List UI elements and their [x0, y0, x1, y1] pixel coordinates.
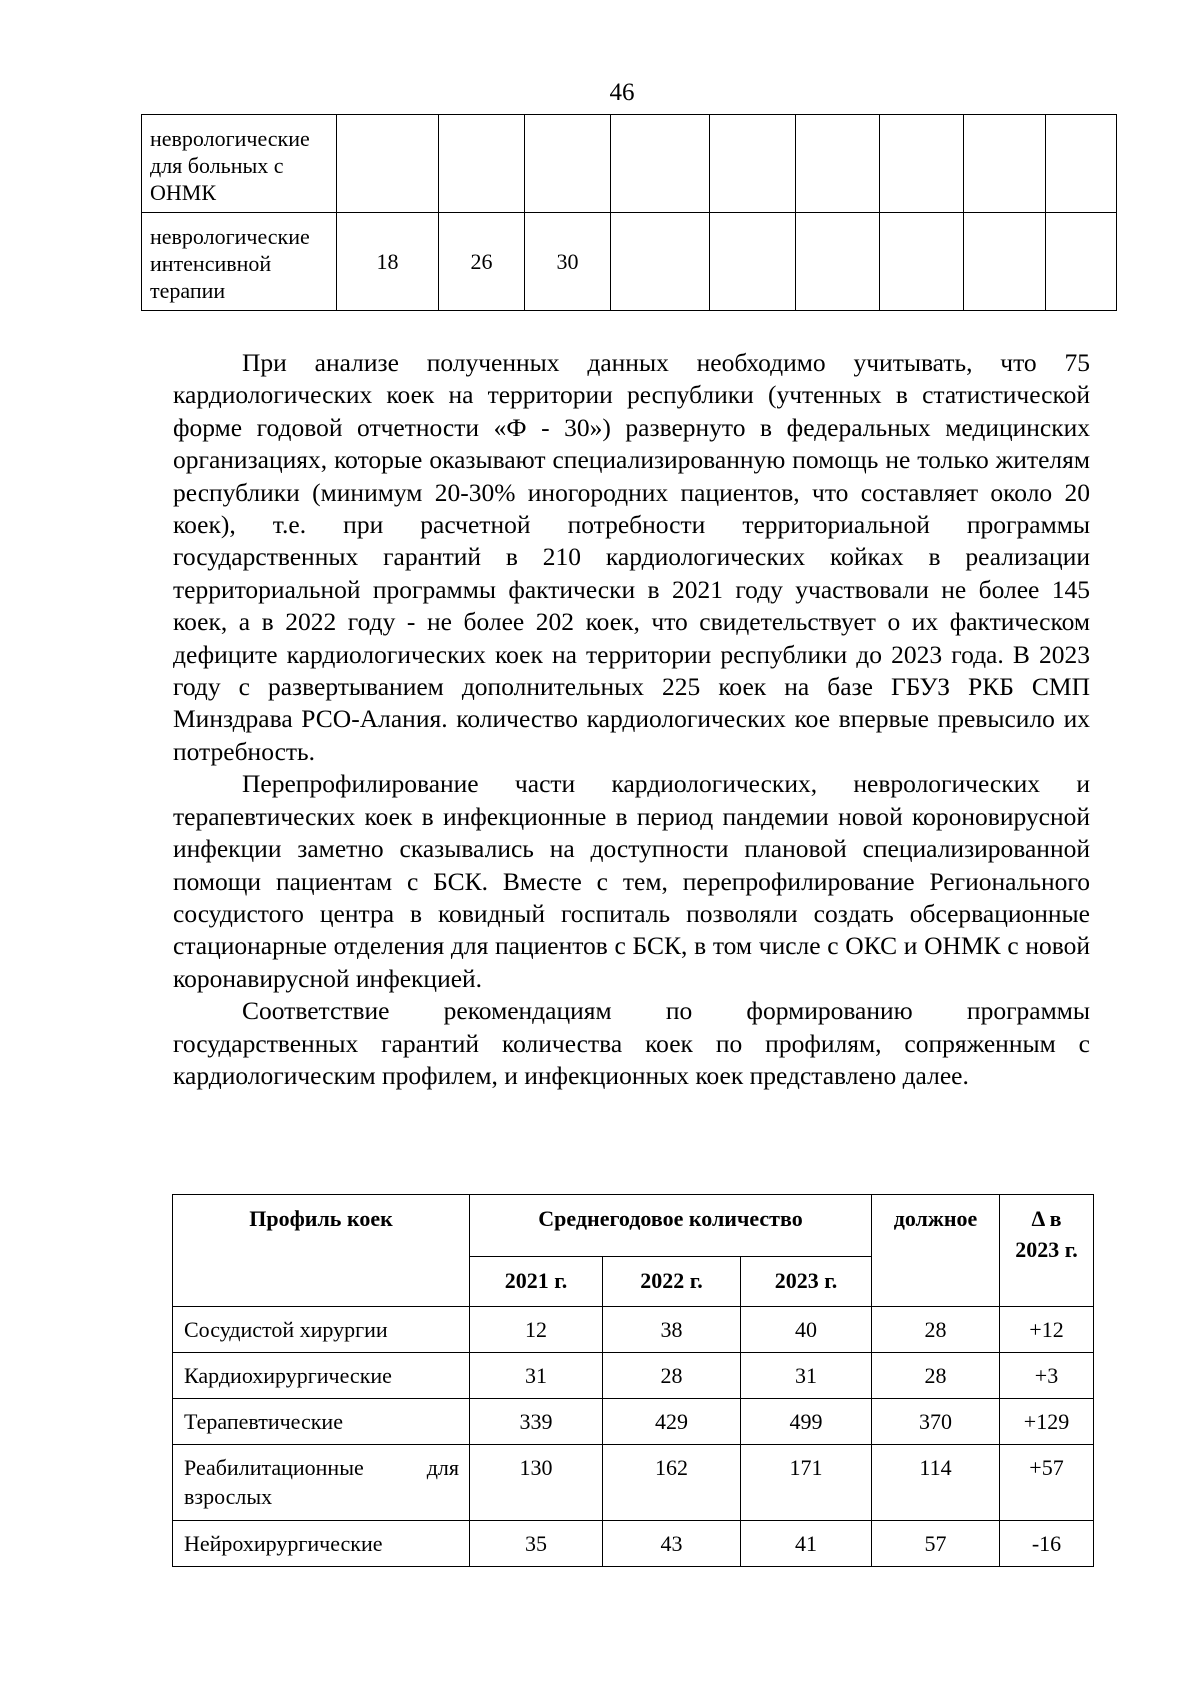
table-cell — [611, 115, 710, 213]
table-cell — [880, 115, 964, 213]
table-cell: 12 — [470, 1307, 603, 1353]
table-row — [173, 1399, 1094, 1445]
table-cell: 26 — [439, 213, 525, 311]
table-cell — [439, 115, 525, 213]
table-cell — [964, 213, 1046, 311]
table-cell: 18 — [337, 213, 439, 311]
table-cell — [1046, 115, 1117, 213]
header-year: 2021 г. — [470, 1257, 603, 1307]
row-name: Сосудистой хирургии — [173, 1307, 470, 1353]
row-label: неврологические для больных с ОНМК — [142, 115, 337, 213]
table-cell: +57 — [1000, 1445, 1094, 1521]
table-cell — [611, 213, 710, 311]
table-cell: 43 — [603, 1521, 741, 1567]
table-cell: 162 — [603, 1445, 741, 1521]
table-row — [142, 213, 1117, 311]
table-cell: 41 — [741, 1521, 872, 1567]
header-profile: Профиль коек — [173, 1195, 470, 1307]
table-cell: 38 — [603, 1307, 741, 1353]
table-cell: -16 — [1000, 1521, 1094, 1567]
table-cell: 499 — [741, 1399, 872, 1445]
row-name: Кардиохирургические — [173, 1353, 470, 1399]
table-cell: 40 — [741, 1307, 872, 1353]
table-cell: 31 — [470, 1353, 603, 1399]
table-cell — [964, 115, 1046, 213]
header-delta: Δ в 2023 г. — [1000, 1195, 1094, 1307]
table-cell — [880, 213, 964, 311]
table-row — [173, 1445, 1094, 1521]
profile-table-continuation — [141, 114, 1117, 311]
row-name-line — [184, 1453, 459, 1482]
table-cell: 370 — [872, 1399, 1000, 1445]
table-cell: +129 — [1000, 1399, 1094, 1445]
header-year: 2023 г. — [741, 1257, 872, 1307]
body-text — [173, 347, 1090, 1092]
row-name: Нейрохирургические — [173, 1521, 470, 1567]
paragraph: Перепрофилирование части кардиологических, неврологических и терапевтических коек в инфекционные в период пандемии новой короновирусной инфекции заметно сказывались на доступности плановой специализированной помощи пациентам с БСК. Вместе с тем, перепрофилирование Регионального сосудистого центра в ковидный госпиталь позволяли создать обсервационные стационарные отделения для пациентов с БСК, в том числе с ОКС и ОНМК с новой коронавирусной инфекцией. — [173, 769, 1090, 993]
table-cell: 171 — [741, 1445, 872, 1521]
table-cell — [796, 213, 880, 311]
paragraph: При анализе полученных данных необходимо учитывать, что 75 кардиологических коек на территории республики (учтенных в статистической форме годовой отчетности «Ф - 30») развернуто в федеральных медицинских организациях, которые оказывают специализированную помощь не только жителям республики (минимум 20-30% иногородних пациентов, что составляет около 20 коек), т.е. при расчетной потребности территориальной программы государственных гарантий в 210 кардиологических койках в реализации территориальной программы фактически в 2021 году участвовали не более 145 коек, а в 2022 году - не более 202 коек, что свидетельствует о их фактическом дефиците кардиологических коек на территории республики до 2023 года. В 2023 году с развертыванием дополнительных 225 коек на базе ГБУЗ РКБ СМП Минздрава РСО-Алания. количество кардиологических кое впервые превысило их потребность. — [173, 348, 1090, 766]
table-cell: +3 — [1000, 1353, 1094, 1399]
header-due: должное — [872, 1195, 1000, 1307]
table-cell: 35 — [470, 1521, 603, 1567]
row-name — [173, 1445, 470, 1521]
header-year: 2022 г. — [603, 1257, 741, 1307]
table-cell — [1046, 213, 1117, 311]
table-cell — [525, 115, 611, 213]
table-cell: 31 — [741, 1353, 872, 1399]
table-cell: +12 — [1000, 1307, 1094, 1353]
table-header-row — [173, 1195, 1094, 1257]
row-name-part: для — [426, 1455, 459, 1480]
row-name: Терапевтические — [173, 1399, 470, 1445]
table-cell: 57 — [872, 1521, 1000, 1567]
table-cell — [796, 115, 880, 213]
header-average-count: Среднегодовое количество — [470, 1195, 872, 1257]
table-row — [173, 1353, 1094, 1399]
table-cell: 30 — [525, 213, 611, 311]
table-row — [142, 115, 1117, 213]
table-cell — [337, 115, 439, 213]
row-name-line: взрослых — [184, 1484, 273, 1509]
table-row — [173, 1521, 1094, 1567]
page-number: 46 — [609, 79, 635, 106]
table-row — [173, 1307, 1094, 1353]
table-cell: 28 — [872, 1307, 1000, 1353]
table-cell — [710, 115, 796, 213]
table-cell: 114 — [872, 1445, 1000, 1521]
row-name-part: Реабилитационные — [184, 1455, 364, 1480]
bed-profile-table — [172, 1194, 1094, 1567]
paragraph: Соответствие рекомендациям по формированию программы государственных гарантий количества коек по профилям, сопряженным с кардиологическим профилем, и инфекционных коек представлено далее. — [173, 996, 1090, 1090]
table-cell: 429 — [603, 1399, 741, 1445]
table-cell — [710, 213, 796, 311]
table-cell: 28 — [872, 1353, 1000, 1399]
table-cell: 339 — [470, 1399, 603, 1445]
table-cell: 28 — [603, 1353, 741, 1399]
row-label: неврологические интенсивной терапии — [142, 213, 337, 311]
table-cell: 130 — [470, 1445, 603, 1521]
